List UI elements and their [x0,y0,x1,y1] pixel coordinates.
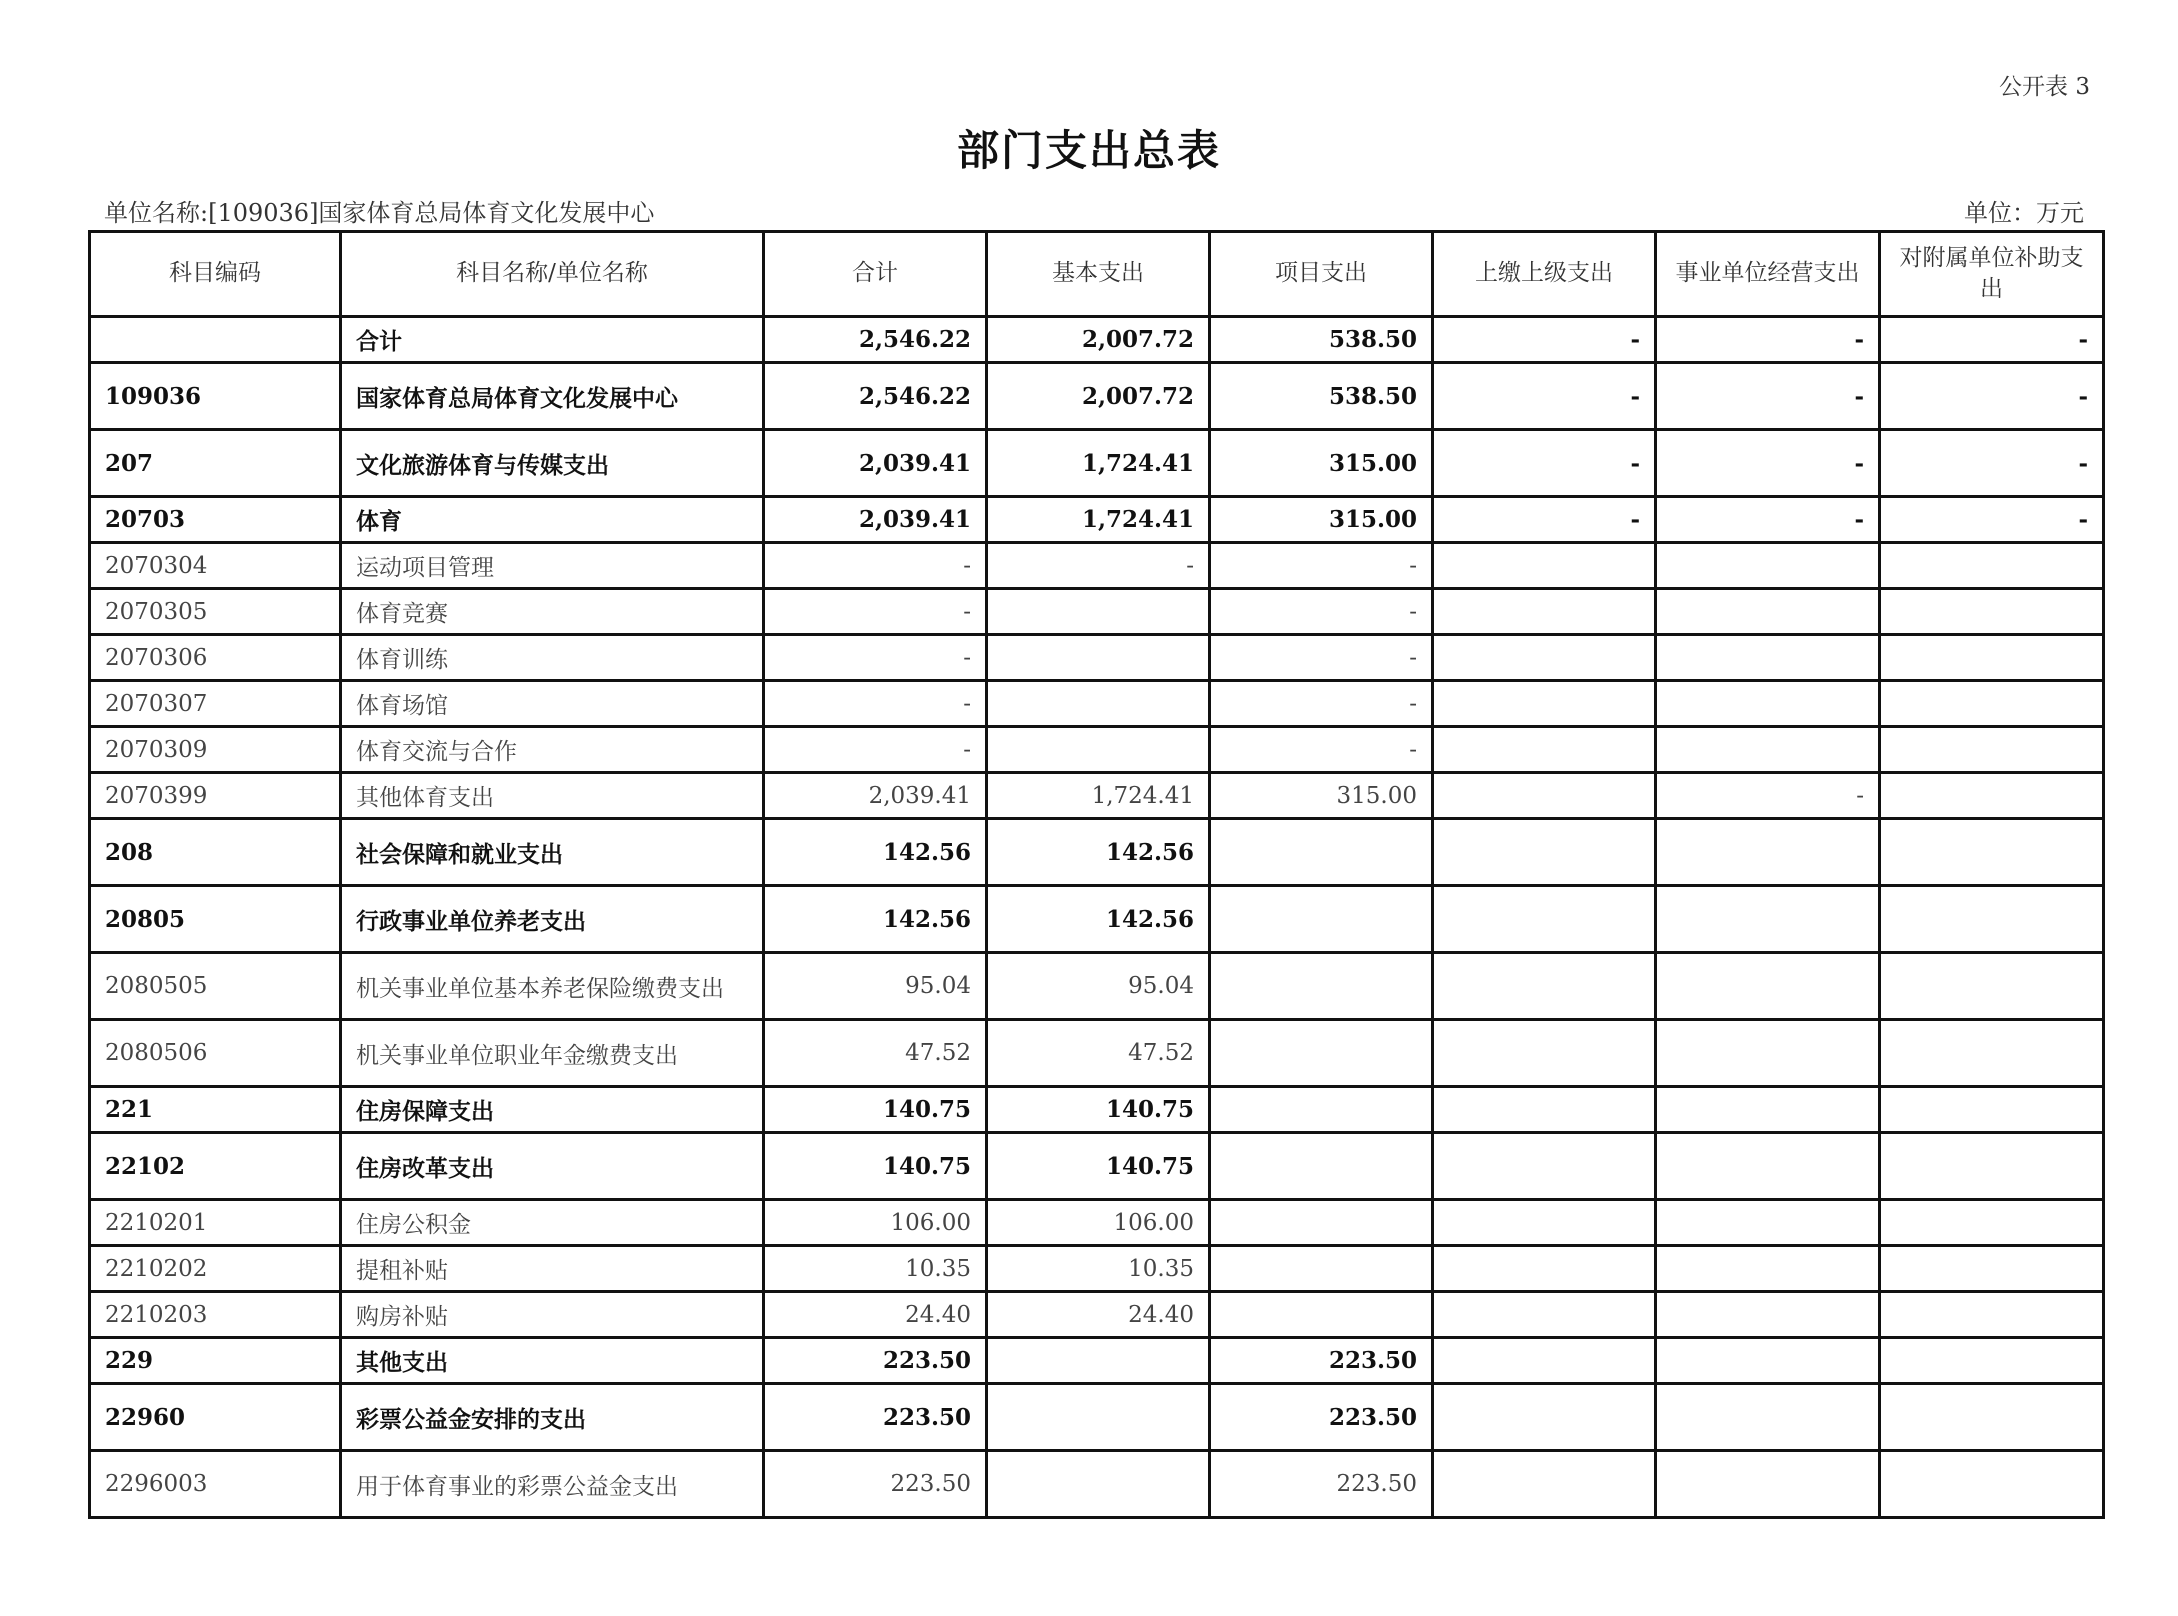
cell-total: 95.04 [764,953,987,1020]
cell-project: 223.50 [1210,1384,1433,1451]
cell-total: 223.50 [764,1451,987,1518]
cell-basic: 10.35 [987,1246,1210,1292]
cell-business [1656,589,1880,635]
cell-code: 229 [90,1338,341,1384]
cell-total: 2,546.22 [764,363,987,430]
cell-business [1656,1200,1880,1246]
cell-code: 20703 [90,497,341,543]
cell-code: 2210203 [90,1292,341,1338]
cell-upper [1433,1200,1656,1246]
cell-business [1656,1020,1880,1087]
cell-business [1656,727,1880,773]
cell-total: 140.75 [764,1087,987,1133]
cell-code [90,317,341,363]
cell-business [1656,1384,1880,1451]
cell-project [1210,1020,1433,1087]
table-row [90,953,2104,1020]
table-row [90,886,2104,953]
cell-name: 住房公积金 [341,1200,764,1246]
cell-total: 2,039.41 [764,430,987,497]
cell-subsidy [1880,635,2104,681]
cell-name: 社会保障和就业支出 [341,819,764,886]
cell-business [1656,635,1880,681]
cell-business [1656,681,1880,727]
cell-upper [1433,819,1656,886]
cell-upper [1433,727,1656,773]
currency-unit-label: 单位：万元 [1964,199,2084,227]
cell-basic: 47.52 [987,1020,1210,1087]
cell-basic: 140.75 [987,1133,1210,1200]
cell-subsidy: - [1880,497,2104,543]
cell-subsidy: - [1880,363,2104,430]
cell-subsidy [1880,1200,2104,1246]
cell-business: - [1656,773,1880,819]
header-business: 事业单位经营支出 [1656,232,1880,317]
table-row [90,1292,2104,1338]
cell-subsidy [1880,886,2104,953]
cell-code: 2080506 [90,1020,341,1087]
cell-project: - [1210,635,1433,681]
cell-subsidy [1880,773,2104,819]
cell-business [1656,819,1880,886]
cell-name: 体育 [341,497,764,543]
cell-upper [1433,1020,1656,1087]
cell-project [1210,1292,1433,1338]
cell-code: 208 [90,819,341,886]
cell-total: 142.56 [764,819,987,886]
cell-project [1210,1246,1433,1292]
cell-code: 2210201 [90,1200,341,1246]
cell-name: 体育训练 [341,635,764,681]
cell-upper [1433,773,1656,819]
cell-subsidy [1880,681,2104,727]
cell-business [1656,1338,1880,1384]
cell-name: 运动项目管理 [341,543,764,589]
table-row [90,363,2104,430]
cell-upper: - [1433,497,1656,543]
cell-name: 住房改革支出 [341,1133,764,1200]
cell-project: - [1210,589,1433,635]
cell-basic: 2,007.72 [987,363,1210,430]
cell-code: 109036 [90,363,341,430]
cell-total: 47.52 [764,1020,987,1087]
table-row [90,1338,2104,1384]
cell-basic [987,1451,1210,1518]
cell-code: 2070307 [90,681,341,727]
cell-name: 行政事业单位养老支出 [341,886,764,953]
cell-basic: 106.00 [987,1200,1210,1246]
cell-project [1210,1133,1433,1200]
cell-business: - [1656,363,1880,430]
cell-basic: 142.56 [987,886,1210,953]
cell-project: - [1210,681,1433,727]
cell-business [1656,1292,1880,1338]
cell-subsidy [1880,1087,2104,1133]
cell-name: 用于体育事业的彩票公益金支出 [341,1451,764,1518]
cell-total: 223.50 [764,1384,987,1451]
cell-name: 提租补贴 [341,1246,764,1292]
cell-project: 315.00 [1210,773,1433,819]
cell-project: 315.00 [1210,497,1433,543]
cell-total: 106.00 [764,1200,987,1246]
cell-project [1210,819,1433,886]
cell-business [1656,1451,1880,1518]
cell-total: - [764,635,987,681]
cell-basic [987,635,1210,681]
cell-total: 223.50 [764,1338,987,1384]
cell-code: 2070309 [90,727,341,773]
cell-total: - [764,543,987,589]
cell-subsidy [1880,819,2104,886]
cell-basic: 140.75 [987,1087,1210,1133]
header-subsidy: 对附属单位补助支出 [1880,232,2104,317]
cell-project [1210,886,1433,953]
header-basic: 基本支出 [987,232,1210,317]
cell-business [1656,543,1880,589]
cell-upper [1433,635,1656,681]
cell-subsidy [1880,543,2104,589]
form-number: 公开表 3 [1999,74,2090,100]
table-header-row [90,232,2104,317]
cell-project: 223.50 [1210,1451,1433,1518]
cell-subsidy [1880,1292,2104,1338]
cell-project [1210,1200,1433,1246]
cell-code: 2210202 [90,1246,341,1292]
cell-code: 207 [90,430,341,497]
cell-name: 体育场馆 [341,681,764,727]
cell-name: 彩票公益金安排的支出 [341,1384,764,1451]
cell-business: - [1656,317,1880,363]
cell-code: 20805 [90,886,341,953]
cell-upper: - [1433,363,1656,430]
cell-code: 2070304 [90,543,341,589]
cell-business: - [1656,497,1880,543]
header-total: 合计 [764,232,987,317]
expenditure-table [88,230,2105,1519]
cell-project [1210,1087,1433,1133]
header-upper: 上缴上级支出 [1433,232,1656,317]
cell-name: 购房补贴 [341,1292,764,1338]
cell-name: 住房保障支出 [341,1087,764,1133]
cell-upper: - [1433,430,1656,497]
table-row [90,589,2104,635]
cell-upper [1433,1292,1656,1338]
cell-name: 其他支出 [341,1338,764,1384]
header-code: 科目编码 [90,232,341,317]
table-row [90,819,2104,886]
table-row [90,1200,2104,1246]
cell-basic: 142.56 [987,819,1210,886]
cell-upper [1433,953,1656,1020]
cell-upper [1433,589,1656,635]
cell-name: 体育竞赛 [341,589,764,635]
cell-basic [987,681,1210,727]
cell-total: 2,039.41 [764,773,987,819]
cell-business [1656,1133,1880,1200]
cell-upper [1433,1246,1656,1292]
cell-basic: 95.04 [987,953,1210,1020]
cell-subsidy [1880,1020,2104,1087]
cell-upper [1433,1338,1656,1384]
page-title: 部门支出总表 [956,126,1221,175]
cell-name: 国家体育总局体育文化发展中心 [341,363,764,430]
table-row [90,635,2104,681]
cell-basic [987,1338,1210,1384]
cell-name: 体育交流与合作 [341,727,764,773]
table-row [90,543,2104,589]
table-row [90,1087,2104,1133]
cell-name: 合计 [341,317,764,363]
cell-code: 221 [90,1087,341,1133]
cell-subsidy: - [1880,430,2104,497]
cell-upper [1433,1133,1656,1200]
cell-total: 2,546.22 [764,317,987,363]
cell-basic: 2,007.72 [987,317,1210,363]
cell-subsidy [1880,1246,2104,1292]
header-name: 科目名称/单位名称 [341,232,764,317]
cell-upper [1433,681,1656,727]
cell-subsidy: - [1880,317,2104,363]
cell-upper [1433,1384,1656,1451]
cell-code: 2080505 [90,953,341,1020]
table-row [90,497,2104,543]
unit-name-label: 单位名称:[109036]国家体育总局体育文化发展中心 [104,199,655,227]
cell-basic: 1,724.41 [987,430,1210,497]
cell-project [1210,953,1433,1020]
cell-business: - [1656,430,1880,497]
cell-project: - [1210,543,1433,589]
cell-subsidy [1880,1384,2104,1451]
cell-total: 10.35 [764,1246,987,1292]
table-row [90,1451,2104,1518]
table-row [90,1133,2104,1200]
cell-basic: 1,724.41 [987,773,1210,819]
cell-code: 2070399 [90,773,341,819]
cell-name: 其他体育支出 [341,773,764,819]
cell-code: 22102 [90,1133,341,1200]
cell-total: - [764,727,987,773]
cell-upper [1433,886,1656,953]
cell-total: - [764,589,987,635]
cell-code: 2070305 [90,589,341,635]
cell-upper [1433,543,1656,589]
cell-basic: - [987,543,1210,589]
cell-subsidy [1880,1451,2104,1518]
cell-upper: - [1433,317,1656,363]
cell-upper [1433,1451,1656,1518]
table-row [90,681,2104,727]
table-row [90,1246,2104,1292]
table-row [90,317,2104,363]
header-project: 项目支出 [1210,232,1433,317]
cell-project: 538.50 [1210,317,1433,363]
cell-total: 2,039.41 [764,497,987,543]
table-row [90,430,2104,497]
cell-code: 22960 [90,1384,341,1451]
cell-subsidy [1880,1338,2104,1384]
cell-total: 24.40 [764,1292,987,1338]
cell-total: 140.75 [764,1133,987,1200]
cell-total: 142.56 [764,886,987,953]
cell-project: 315.00 [1210,430,1433,497]
cell-basic [987,727,1210,773]
cell-code: 2070306 [90,635,341,681]
cell-name: 文化旅游体育与传媒支出 [341,430,764,497]
cell-project: - [1210,727,1433,773]
cell-subsidy [1880,953,2104,1020]
cell-project: 223.50 [1210,1338,1433,1384]
cell-basic [987,1384,1210,1451]
cell-code: 2296003 [90,1451,341,1518]
table-row [90,727,2104,773]
cell-name: 机关事业单位基本养老保险缴费支出 [341,953,764,1020]
cell-name: 机关事业单位职业年金缴费支出 [341,1020,764,1087]
cell-upper [1433,1087,1656,1133]
cell-business [1656,1087,1880,1133]
cell-business [1656,953,1880,1020]
cell-business [1656,886,1880,953]
cell-subsidy [1880,1133,2104,1200]
cell-project: 538.50 [1210,363,1433,430]
cell-subsidy [1880,727,2104,773]
cell-business [1656,1246,1880,1292]
cell-total: - [764,681,987,727]
cell-basic: 24.40 [987,1292,1210,1338]
table-row [90,1384,2104,1451]
table-row [90,1020,2104,1087]
cell-basic: 1,724.41 [987,497,1210,543]
table-row [90,773,2104,819]
cell-subsidy [1880,589,2104,635]
cell-basic [987,589,1210,635]
